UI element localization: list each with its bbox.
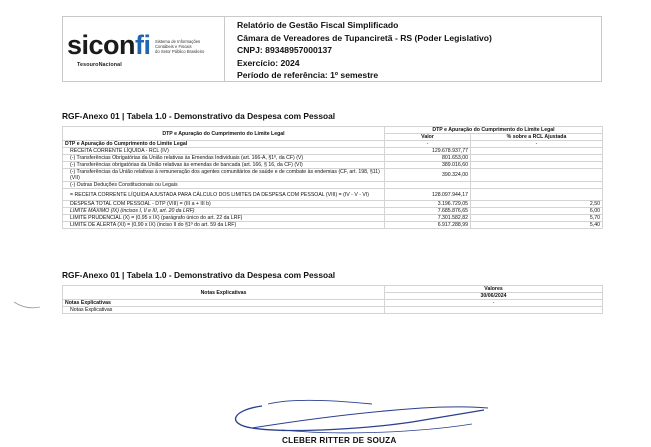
table-row: Notas Explicativas bbox=[63, 307, 603, 314]
table-row: DTP e Apuração do Cumprimento do Limite Legal - - bbox=[63, 141, 603, 148]
reference-period: Período de referência: 1º semestre bbox=[237, 70, 379, 81]
table-row: = RECEITA CORRENTE LÍQUIDA AJUSTADA PARA CÁLCULO DOS LIMITES DA DESPESA COM PESSOAL (VIII) = (IV - V - VI) 128.097.944,17 bbox=[63, 189, 603, 201]
personnel-expense-table bbox=[62, 126, 603, 229]
col-header-values: Valores bbox=[385, 286, 603, 293]
table-row: LIMITE PRUDENCIAL (X) = (0,95 x IX) (parágrafo único do art. 22 da LRF) 7.301.582,82 5,70 bbox=[63, 215, 603, 222]
col-header-date: 30/06/2024 bbox=[385, 293, 603, 300]
table-row: (-) Transferências obrigatórias da União relativas às emendas de bancada (art. 166, § 16, da CF) (VI) 389.016,60 bbox=[63, 162, 603, 169]
logo-tesouro-nacional: TesouroNacional bbox=[77, 62, 122, 68]
table1-title: RGF-Anexo 01 | Tabela 1.0 - Demonstrativo da Despesa com Pessoal bbox=[62, 111, 336, 121]
table-row: DESPESA TOTAL COM PESSOAL - DTP (VIII) = (III a + III b) 3.196.729,05 2,50 bbox=[63, 201, 603, 208]
col-header-pct: % sobre a RCL Ajustada bbox=[471, 134, 603, 141]
table-row: Notas Explicativas - bbox=[63, 300, 603, 307]
entity-name: Câmara de Vereadores de Tupanciretã - RS (Poder Legislativo) bbox=[237, 32, 492, 43]
col-header-group: DTP e Apuração do Cumprimento do Limite Legal bbox=[385, 127, 603, 134]
cnpj: CNPJ: 89348957000137 bbox=[237, 45, 333, 56]
table-row: (-) Outras Deduções Constitucionais ou Legais bbox=[63, 182, 603, 189]
handwritten-signature bbox=[222, 398, 492, 438]
table2-title: RGF-Anexo 01 | Tabela 1.0 - Demonstrativo da Despesa com Pessoal bbox=[62, 270, 336, 280]
report-title: Relatório de Gestão Fiscal Simplificado bbox=[237, 20, 399, 30]
logo-wordmark: siconfi bbox=[67, 30, 151, 60]
header-info bbox=[225, 17, 601, 81]
logo-tagline: Sistema de Informações Contábeis e Fiscais do Setor Público Brasileiro bbox=[155, 39, 205, 54]
col-header-notes: Notas Explicativas bbox=[63, 286, 385, 300]
signatory-name: CLEBER RITTER DE SOUZA bbox=[282, 436, 397, 445]
siconfi-logo bbox=[63, 17, 225, 81]
table-row: (-) Transferências da União relativas à remuneração dos agentes comunitários de saúde e de combate às endemias (CF, art. 198, §11) (VII) 390.324,00 bbox=[63, 169, 603, 182]
col-header-valor: Valor bbox=[385, 134, 471, 141]
table-row: LIMITE MÁXIMO (IX) (incisos I, II e III, art. 20 da LRF) 7.685.876,65 6,00 bbox=[63, 208, 603, 215]
explanatory-notes-table bbox=[62, 285, 603, 314]
table-row: LIMITE DE ALERTA (XI) = (0,90 x IX) (inciso II do §1º do art. 59 da LRF) 6.917.288,99 5,40 bbox=[63, 222, 603, 229]
col-header-left: DTP e Apuração do Cumprimento do Limite Legal bbox=[63, 127, 385, 141]
table-row: (-) Transferências Obrigatórias da União relativas às Emendas Individuais (art. 166-A, §1º, da CF) (V) 801.653,00 bbox=[63, 155, 603, 162]
scan-mark-decoration bbox=[12, 300, 42, 310]
report-header bbox=[62, 16, 602, 82]
exercise-year: Exercício: 2024 bbox=[237, 57, 300, 68]
table-row: RECEITA CORRENTE LÍQUIDA - RCL (IV) 129.678.937,77 bbox=[63, 148, 603, 155]
